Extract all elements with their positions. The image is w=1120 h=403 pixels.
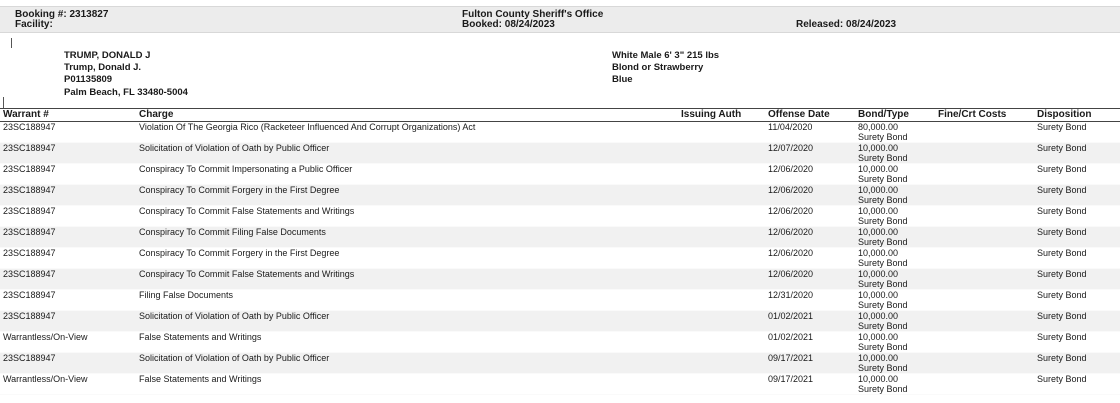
bond-type: Surety Bond — [858, 300, 908, 310]
cell-fine-costs — [935, 248, 1034, 269]
cell-warrant: 23SC188947 — [0, 185, 136, 206]
cell-bond — [855, 353, 935, 374]
bond-type: Surety Bond — [858, 363, 908, 373]
cell-issuing-auth — [678, 206, 765, 227]
bond-amount: 10,000.00 — [858, 269, 899, 279]
cell-charge: Conspiracy To Commit False Statements and Writings — [136, 206, 678, 227]
cell-charge: Solicitation of Violation of Oath by Public Officer — [136, 143, 678, 164]
cell-warrant: 23SC188947 — [0, 248, 136, 269]
column-header-fine-costs: Fine/Crt Costs — [935, 109, 1034, 122]
bond-amount: 80,000.00 — [858, 122, 899, 132]
cell-bond — [855, 269, 935, 290]
inmate-city: Palm Beach, FL 33480-5004 — [64, 87, 188, 98]
cell-issuing-auth — [678, 311, 765, 332]
bond-type: Surety Bond — [858, 384, 908, 394]
cell-offense-date: 12/06/2020 — [765, 164, 855, 185]
cell-offense-date: 12/07/2020 — [765, 143, 855, 164]
cell-issuing-auth — [678, 269, 765, 290]
inmate-id: P01135809 — [64, 74, 113, 85]
cell-charge: Violation Of The Georgia Rico (Racketeer Influenced And Corrupt Organizations) Act — [136, 122, 678, 143]
table-row — [0, 206, 1120, 227]
bond-type: Surety Bond — [858, 216, 908, 226]
bond-amount: 10,000.00 — [858, 185, 899, 195]
bond-type: Surety Bond — [858, 321, 908, 331]
cell-bond — [855, 164, 935, 185]
cell-warrant: 23SC188947 — [0, 164, 136, 185]
table-row — [0, 122, 1120, 143]
cell-warrant: Warrantless/On-View — [0, 332, 136, 353]
cell-issuing-auth — [678, 374, 765, 395]
inmate-name-upper: TRUMP, DONALD J — [64, 50, 151, 61]
cell-disposition: Surety Bond — [1034, 311, 1120, 332]
cell-issuing-auth — [678, 143, 765, 164]
cell-bond — [855, 122, 935, 143]
cell-bond — [855, 290, 935, 311]
bond-amount: 10,000.00 — [858, 164, 899, 174]
cell-fine-costs — [935, 143, 1034, 164]
bond-amount: 10,000.00 — [858, 374, 899, 384]
bond-amount: 10,000.00 — [858, 248, 899, 258]
booking-number: Booking #: 2313827 — [15, 9, 109, 20]
cell-fine-costs — [935, 185, 1034, 206]
table-row — [0, 143, 1120, 164]
office-name: Fulton County Sheriff's Office — [462, 9, 604, 20]
bond-type: Surety Bond — [858, 174, 908, 184]
cell-bond — [855, 248, 935, 269]
inmate-name: Trump, Donald J. — [64, 62, 142, 73]
cell-issuing-auth — [678, 164, 765, 185]
cell-disposition: Surety Bond — [1034, 185, 1120, 206]
cell-warrant: 23SC188947 — [0, 353, 136, 374]
cell-offense-date: 12/06/2020 — [765, 248, 855, 269]
bond-amount: 10,000.00 — [858, 143, 899, 153]
cell-issuing-auth — [678, 185, 765, 206]
cell-charge: Filing False Documents — [136, 290, 678, 311]
cell-warrant: 23SC188947 — [0, 227, 136, 248]
cell-warrant: 23SC188947 — [0, 311, 136, 332]
cell-fine-costs — [935, 353, 1034, 374]
cell-warrant: 23SC188947 — [0, 290, 136, 311]
cell-offense-date: 12/06/2020 — [765, 269, 855, 290]
cell-disposition: Surety Bond — [1034, 248, 1120, 269]
cell-charge: Solicitation of Violation of Oath by Public Officer — [136, 311, 678, 332]
bond-type: Surety Bond — [858, 132, 908, 142]
bond-amount: 10,000.00 — [858, 206, 899, 216]
column-header-warrant: Warrant # — [0, 109, 136, 122]
table-row — [0, 269, 1120, 290]
inmate-eyes: Blue — [612, 74, 633, 85]
cell-issuing-auth — [678, 353, 765, 374]
cell-offense-date: 12/06/2020 — [765, 227, 855, 248]
cell-fine-costs — [935, 122, 1034, 143]
cell-disposition: Surety Bond — [1034, 164, 1120, 185]
bond-type: Surety Bond — [858, 237, 908, 247]
cell-disposition: Surety Bond — [1034, 206, 1120, 227]
table-header-row — [0, 109, 1120, 122]
bond-type: Surety Bond — [858, 153, 908, 163]
cell-disposition: Surety Bond — [1034, 269, 1120, 290]
cell-warrant: 23SC188947 — [0, 206, 136, 227]
bond-type: Surety Bond — [858, 342, 908, 352]
cell-warrant: 23SC188947 — [0, 143, 136, 164]
cell-issuing-auth — [678, 332, 765, 353]
cell-issuing-auth — [678, 290, 765, 311]
cell-offense-date: 01/02/2021 — [765, 332, 855, 353]
cell-offense-date: 09/17/2021 — [765, 353, 855, 374]
cell-fine-costs — [935, 311, 1034, 332]
column-header-disposition: Disposition — [1034, 109, 1120, 122]
cell-charge: False Statements and Writings — [136, 332, 678, 353]
cell-bond — [855, 185, 935, 206]
column-header-bond-type: Bond/Type — [855, 109, 935, 122]
cell-charge: Conspiracy To Commit Forgery in the First Degree — [136, 185, 678, 206]
cell-issuing-auth — [678, 248, 765, 269]
cell-charge: Conspiracy To Commit Forgery in the First Degree — [136, 248, 678, 269]
cell-issuing-auth — [678, 227, 765, 248]
table-row — [0, 248, 1120, 269]
cell-charge: Conspiracy To Commit Impersonating a Public Officer — [136, 164, 678, 185]
bond-type: Surety Bond — [858, 279, 908, 289]
cell-fine-costs — [935, 374, 1034, 395]
bond-type: Surety Bond — [858, 258, 908, 268]
booked-date: Booked: 08/24/2023 — [462, 19, 555, 30]
bond-amount: 10,000.00 — [858, 311, 899, 321]
table-row — [0, 332, 1120, 353]
cell-issuing-auth — [678, 122, 765, 143]
bond-amount: 10,000.00 — [858, 227, 899, 237]
cell-fine-costs — [935, 164, 1034, 185]
cell-offense-date: 12/06/2020 — [765, 206, 855, 227]
cell-warrant: Warrantless/On-View — [0, 374, 136, 395]
charges-table-body — [0, 122, 1120, 395]
column-header-offense-date: Offense Date — [765, 109, 855, 122]
cell-bond — [855, 332, 935, 353]
cell-bond — [855, 227, 935, 248]
cell-fine-costs — [935, 206, 1034, 227]
released-date: Released: 08/24/2023 — [796, 19, 897, 30]
cell-offense-date: 12/31/2020 — [765, 290, 855, 311]
cell-bond — [855, 143, 935, 164]
cell-fine-costs — [935, 269, 1034, 290]
cell-charge: Conspiracy To Commit Filing False Documents — [136, 227, 678, 248]
cell-bond — [855, 206, 935, 227]
column-header-charge: Charge — [136, 109, 678, 122]
inmate-hair: Blond or Strawberry — [612, 62, 704, 73]
cell-disposition: Surety Bond — [1034, 353, 1120, 374]
table-row — [0, 374, 1120, 395]
cell-bond — [855, 311, 935, 332]
cell-offense-date: 11/04/2020 — [765, 122, 855, 143]
cell-disposition: Surety Bond — [1034, 290, 1120, 311]
facility-label: Facility: — [15, 19, 53, 30]
bond-amount: 10,000.00 — [858, 353, 899, 363]
table-row — [0, 311, 1120, 332]
cell-fine-costs — [935, 290, 1034, 311]
cell-fine-costs — [935, 227, 1034, 248]
cell-warrant: 23SC188947 — [0, 269, 136, 290]
table-row — [0, 290, 1120, 311]
bond-amount: 10,000.00 — [858, 332, 899, 342]
text-cursor — [11, 38, 12, 48]
bond-amount: 10,000.00 — [858, 290, 899, 300]
cell-offense-date: 09/17/2021 — [765, 374, 855, 395]
table-row — [0, 227, 1120, 248]
cell-fine-costs — [935, 332, 1034, 353]
charges-table-wrap — [0, 108, 1120, 395]
cell-warrant: 23SC188947 — [0, 122, 136, 143]
text-cursor — [3, 97, 4, 108]
cell-disposition: Surety Bond — [1034, 227, 1120, 248]
bond-type: Surety Bond — [858, 195, 908, 205]
cell-offense-date: 12/06/2020 — [765, 185, 855, 206]
inmate-description: White Male 6' 3" 215 lbs — [612, 50, 720, 61]
cell-disposition: Surety Bond — [1034, 332, 1120, 353]
cell-offense-date: 01/02/2021 — [765, 311, 855, 332]
cell-disposition: Surety Bond — [1034, 374, 1120, 395]
table-row — [0, 164, 1120, 185]
table-row — [0, 353, 1120, 374]
charges-table — [0, 108, 1120, 395]
cell-disposition: Surety Bond — [1034, 122, 1120, 143]
cell-charge: Conspiracy To Commit False Statements and Writings — [136, 269, 678, 290]
column-header-issuing-auth: Issuing Auth — [678, 109, 765, 122]
cell-charge: False Statements and Writings — [136, 374, 678, 395]
cell-charge: Solicitation of Violation of Oath by Public Officer — [136, 353, 678, 374]
cell-bond — [855, 374, 935, 395]
table-row — [0, 185, 1120, 206]
cell-disposition: Surety Bond — [1034, 143, 1120, 164]
